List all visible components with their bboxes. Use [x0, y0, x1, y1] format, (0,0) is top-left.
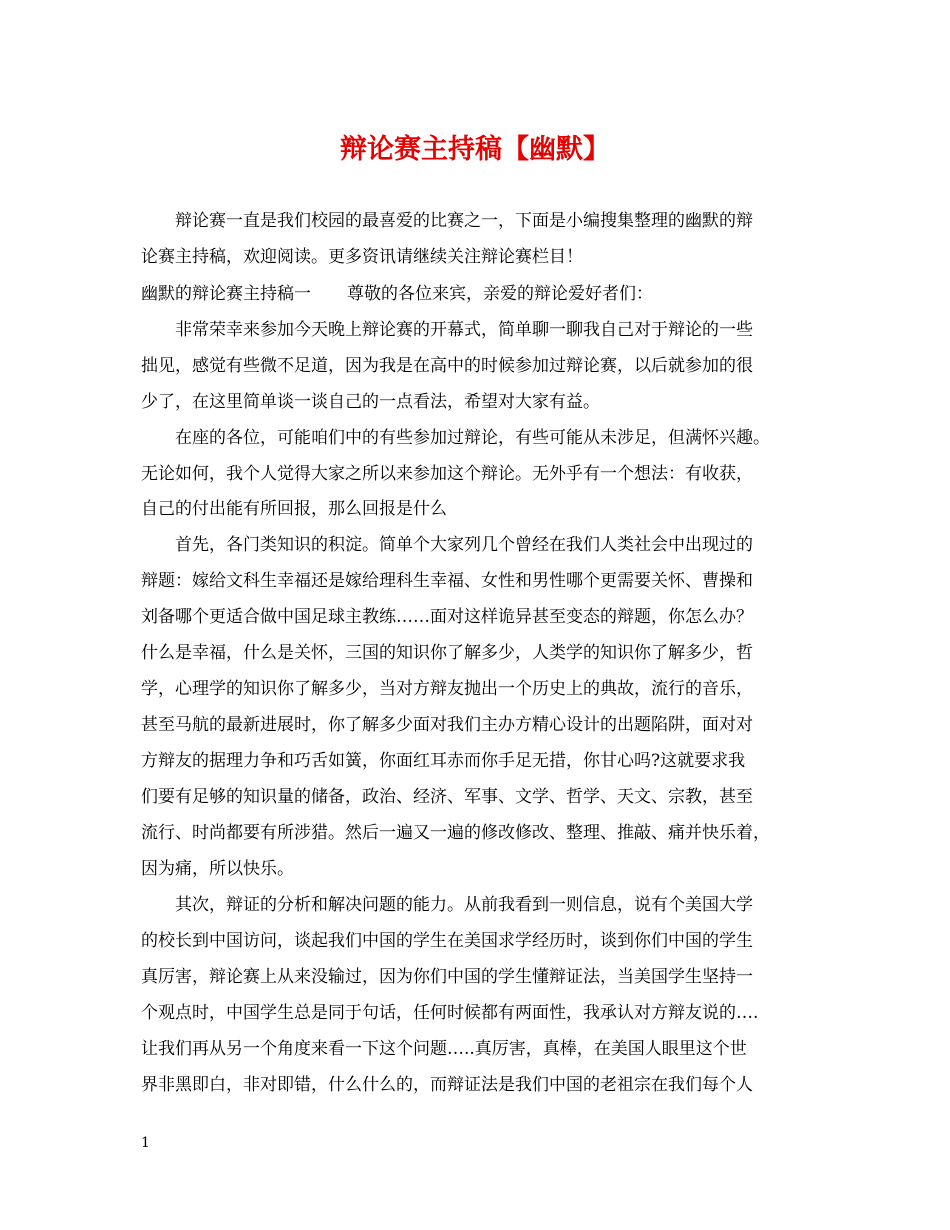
paragraph-line: 在座的各位，可能咱们中的有些参加过辩论，有些可能从未涉足，但满怀兴趣。 [175, 428, 770, 448]
paragraph-line: 其次，辩证的分析和解决问题的能力。从前我看到一则信息，说有个美国大学 [175, 895, 753, 915]
paragraph-line: 方辩友的据理力争和巧舌如簧，你面红耳赤而你手足无措，你甘心吗?这就要求我 [141, 751, 746, 771]
paragraph-line: 自己的付出能有所回报，那么回报是什么 [141, 499, 447, 519]
paragraph-line: 们要有足够的知识量的储备，政治、经济、军事、文学、哲学、天文、宗教，甚至 [141, 787, 753, 807]
paragraph-line: 流行、时尚都要有所涉猎。然后一遍又一遍的修改修改、整理、推敲、痛并快乐着， [141, 823, 770, 843]
paragraph-line: 少了，在这里简单谈一谈自己的一点看法，希望对大家有益。 [141, 392, 600, 412]
paragraph-line: 界非黑即白，非对即错，什么什么的，而辩证法是我们中国的老祖宗在我们每个人 [141, 1075, 753, 1095]
paragraph-line: 因为痛，所以快乐。 [141, 859, 294, 879]
paragraph-line: 让我们再从另一个角度来看一下这个问题…..真厉害，真棒，在美国人眼里这个世 [141, 1039, 747, 1059]
paragraph-line [141, 282, 653, 306]
paragraph-line: 论赛主持稿，欢迎阅读。更多资讯请继续关注辩论赛栏目！ [141, 247, 583, 267]
paragraph-line: 首先，各门类知识的积淀。简单个大家列几个曾经在我们人类社会中出现过的 [175, 535, 753, 555]
paragraph-line: 真厉害，辩论赛上从来没输过，因为你们中国的学生懂辩证法，当美国学生坚持一 [141, 967, 753, 987]
paragraph-line: 拙见，感觉有些微不足道，因为我是在高中的时候参加过辩论赛，以后就参加的很 [141, 356, 753, 376]
section-heading: 幽默的辩论赛主持稿一 [141, 284, 311, 304]
greeting-text: 尊敬的各位来宾，亲爱的辩论爱好者们： [347, 284, 653, 304]
paragraph-line: 无论如何，我个人觉得大家之所以来参加这个辩论。无外乎有一个想法：有收获， [141, 464, 753, 484]
document-title: 辩论赛主持稿【幽默】 [340, 134, 610, 165]
paragraph-line: 非常荣幸来参加今天晚上辩论赛的开幕式，简单聊一聊我自己对于辩论的一些 [175, 320, 753, 340]
paragraph-line: 辩论赛一直是我们校园的最喜爱的比赛之一，下面是小编搜集整理的幽默的辩 [175, 211, 753, 231]
page-number: 1 [141, 1135, 150, 1151]
paragraph-line: 甚至马航的最新进展时，你了解多少面对我们主办方精心设计的出题陷阱，面对对 [141, 715, 753, 735]
paragraph-line: 刘备哪个更适合做中国足球主教练……面对这样诡异甚至变态的辩题，你怎么办？ [141, 607, 753, 627]
paragraph-line: 学，心理学的知识你了解多少，当对方辩友抛出一个历史上的典故，流行的音乐， [141, 679, 753, 699]
paragraph-line: 辩题：嫁给文科生幸福还是嫁给理科生幸福、女性和男性哪个更需要关怀、曹操和 [141, 571, 753, 591]
paragraph-line: 什么是幸福，什么是关怀，三国的知识你了解多少，人类学的知识你了解多少，哲 [141, 643, 753, 663]
paragraph-line: 的校长到中国访问，谈起我们中国的学生在美国求学经历时，谈到你们中国的学生 [141, 931, 753, 951]
paragraph-line: 个观点时，中国学生总是同于句话，任何时候都有两面性，我承认对方辩友说的…. [141, 1003, 759, 1023]
